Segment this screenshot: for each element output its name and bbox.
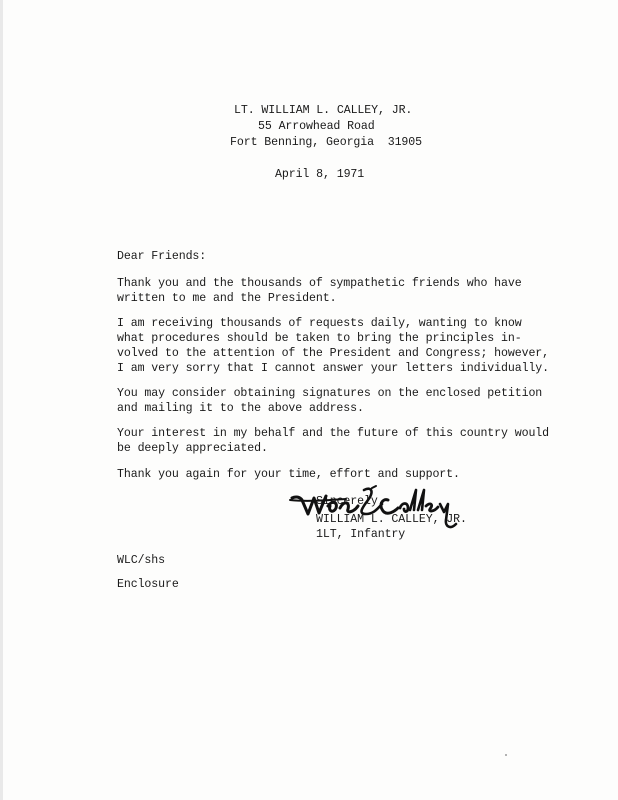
letterhead-street: 55 Arrowhead Road [258, 120, 375, 133]
paragraph-1-line-1: Thank you and the thousands of sympathetic friends who have [117, 277, 522, 290]
closing: Sincerely, [316, 495, 385, 508]
signer-name: WILLIAM L. CALLEY, JR. [316, 513, 467, 526]
paragraph-2-line-4: I am very sorry that I cannot answer your letters individually. [117, 362, 550, 375]
paragraph-5-line-1: Thank you again for your time, effort and support. [117, 468, 460, 481]
paragraph-1-line-2: written to me and the President. [117, 292, 337, 305]
letter-date: April 8, 1971 [275, 168, 365, 181]
paragraph-4-line-1: Your interest in my behalf and the future of this country would [117, 427, 550, 440]
letterhead-name: LT. WILLIAM L. CALLEY, JR. [234, 104, 413, 117]
paragraph-2-line-1: I am receiving thousands of requests daily, wanting to know [117, 317, 522, 330]
paragraph-3-line-2: and mailing it to the above address. [117, 402, 364, 415]
paragraph-3-line-1: You may consider obtaining signatures on the enclosed petition [117, 387, 543, 400]
signer-title: 1LT, Infantry [316, 528, 406, 541]
paragraph-4-line-2: be deeply appreciated. [117, 442, 268, 455]
paragraph-2-line-3: volved to the attention of the President and Congress; however, [117, 347, 550, 360]
salutation: Dear Friends: [117, 250, 207, 263]
scan-speck [505, 754, 507, 756]
page-edge-shadow [0, 0, 3, 800]
letterhead-city: Fort Benning, Georgia 31905 [230, 136, 423, 149]
enclosure-note: Enclosure [117, 578, 179, 591]
reference-initials: WLC/shs [117, 554, 166, 567]
paragraph-2-line-2: what procedures should be taken to bring the principles in- [117, 332, 522, 345]
